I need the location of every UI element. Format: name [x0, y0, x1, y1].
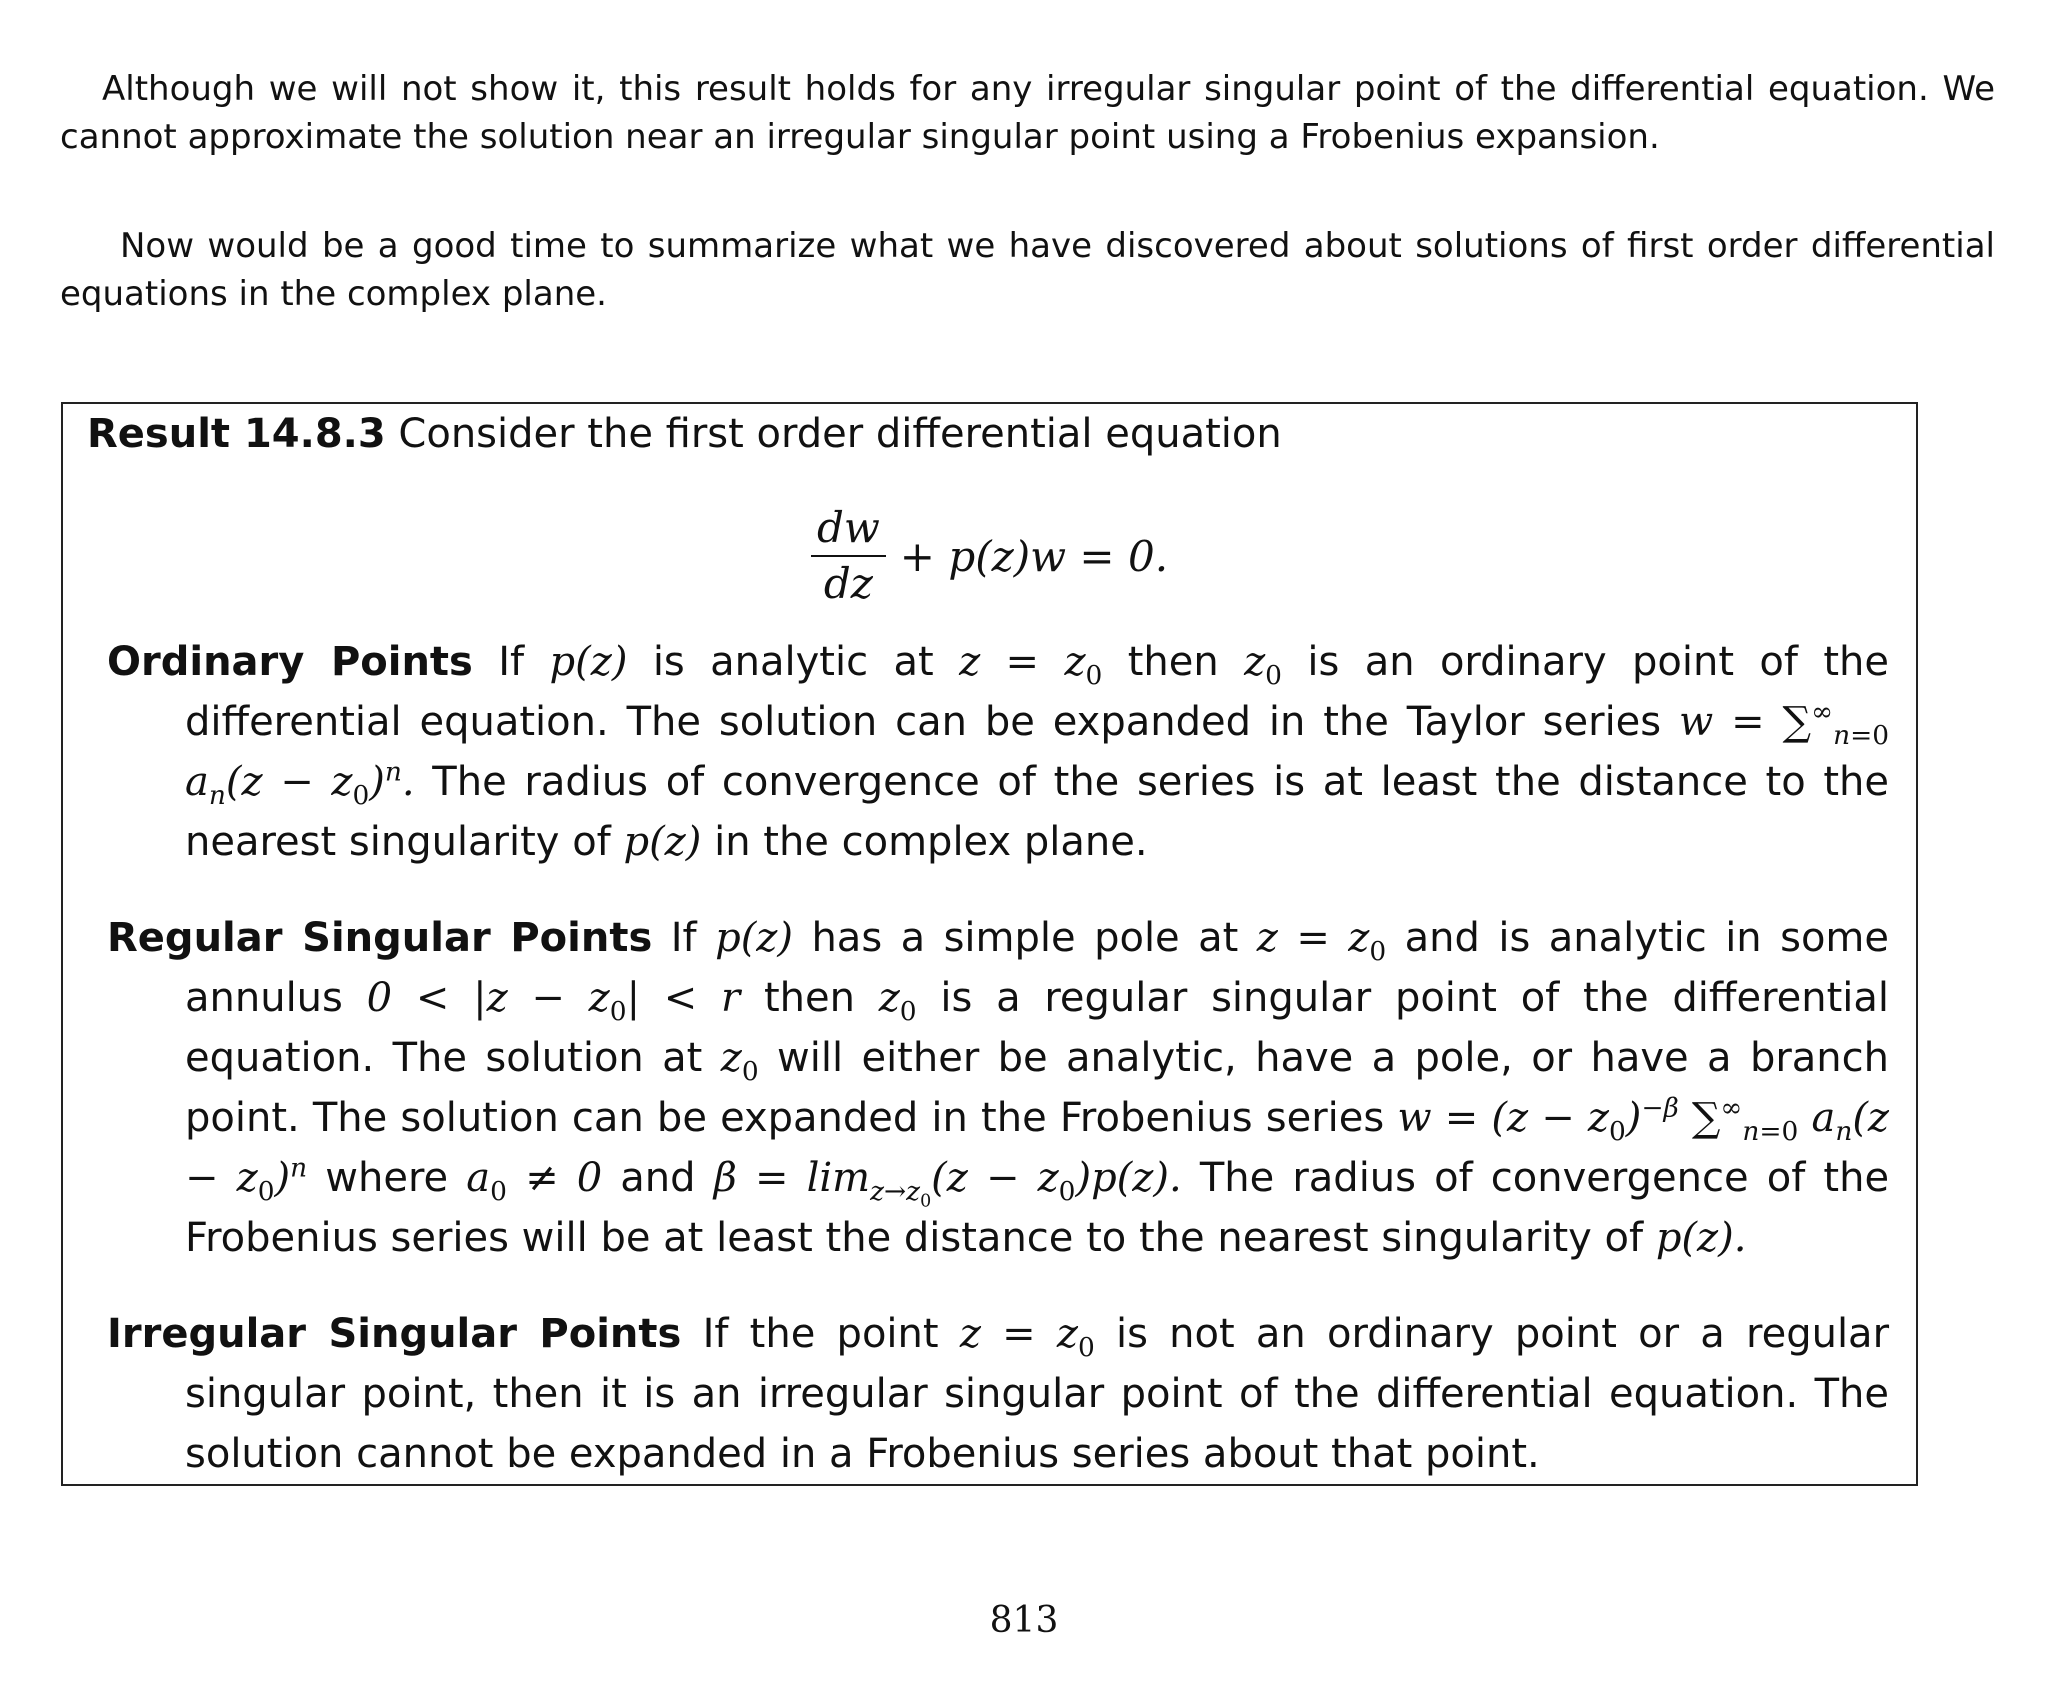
math-part: z: [720, 1035, 742, 1081]
derivative-fraction: [811, 501, 886, 611]
text: where: [325, 1155, 449, 1201]
irregular-singular-points-item: [107, 1304, 1889, 1484]
result-box: [61, 402, 1918, 1486]
text: then: [763, 975, 855, 1021]
text: If the point: [702, 1311, 939, 1357]
math: p(z): [549, 639, 628, 685]
text: and is analytic in some annulus: [185, 915, 1890, 1021]
text: will either be analytic, have a pole, or have a branch point. The solution can be expanded in the Frobenius series: [185, 1035, 1889, 1141]
text: is an ordinary point of the differential equation. The solution can be expanded in the Taylor series: [185, 639, 1890, 745]
equation-rest: + p(z)w = 0.: [899, 531, 1169, 581]
ordinary-points-item: [107, 632, 1889, 872]
math-part: w = (z − z: [1397, 1095, 1609, 1141]
math: p(z): [623, 819, 702, 865]
math-part: β = lim: [713, 1155, 871, 1201]
math-part: z = z: [959, 1311, 1078, 1357]
math-part: 0 < |z − z: [366, 975, 610, 1021]
text: The radius of convergence of the Frobenius series will be at least the distance to the nearest singularity of: [185, 1155, 1890, 1261]
math: $z = z_0$: [1256, 915, 1387, 967]
beta-limit: $\beta = \lim_{z\to z_0}(z - z_0)p(z)$.: [713, 1155, 1182, 1212]
regular-singular-points-term: Regular Singular Points: [107, 915, 653, 961]
math: $z = z_0$: [959, 1311, 1095, 1363]
math: p(z).: [1655, 1215, 1747, 1261]
ordinary-points-term: Ordinary Points: [107, 639, 473, 685]
fraction-numerator: dw: [816, 503, 880, 552]
math-part: ≠ 0: [525, 1155, 603, 1201]
math-part: ∑: [1691, 1095, 1721, 1141]
math-part: a: [185, 759, 209, 805]
text: is analytic at: [652, 639, 934, 685]
annulus: $0 < |z - z_0| < r$: [366, 975, 741, 1027]
math-part: a: [1811, 1095, 1836, 1141]
text: If: [498, 639, 525, 685]
text: then: [1127, 639, 1219, 685]
taylor-series: $w = \sum^\infty_{n=0}$ $a_n(z - z_0)^n$.: [185, 696, 1889, 811]
irregular-singular-points-term: Irregular Singular Points: [107, 1311, 682, 1357]
differential-equation: [63, 496, 1916, 616]
text: If: [670, 915, 697, 961]
math-part: z = z: [1256, 915, 1370, 961]
result-heading: [87, 406, 1282, 462]
text: The radius of convergence of the series is at least the distance to the nearest singularity of: [185, 759, 1890, 865]
paragraph-irregular-note: Although we will not show it, this result holds for any irregular singular point of the differential equation. We cannot approximate the solution near an irregular singular point using a Frobenius expansion.: [60, 69, 1995, 157]
math-part: )p(z).: [1075, 1155, 1182, 1201]
math: $z_0$: [720, 1035, 759, 1087]
text: has a simple pole at: [811, 915, 1239, 961]
math-part: a: [466, 1155, 491, 1201]
result-label: Result 14.8.3: [87, 411, 386, 457]
result-intro: Consider the first order differential equation: [398, 411, 1282, 457]
page-number: 813: [989, 1600, 1059, 1641]
math-part: z: [878, 975, 900, 1021]
math: p(z): [715, 915, 793, 961]
text: and: [620, 1155, 696, 1201]
math-part: (z − z: [931, 1155, 1059, 1201]
math-part: w = ∑: [1679, 699, 1812, 745]
math: $z_0$: [878, 975, 917, 1027]
regular-singular-points-item: [107, 908, 1889, 1268]
math-part: (z − z: [185, 1095, 1889, 1201]
paragraph-summary-intro: Now would be a good time to summarize what we have discovered about solutions of first order differential equations in the complex plane.: [60, 226, 1995, 314]
math-part: z: [1244, 639, 1266, 685]
text: in the complex plane.: [714, 819, 1148, 865]
math-part: (z − z: [225, 759, 353, 805]
math-part: | < r: [626, 975, 741, 1021]
math: $z_0$: [1244, 639, 1282, 691]
math-part: z = z: [959, 639, 1086, 685]
text: is not an ordinary point or a regular singular point, then it is an irregular singular point of the differential equation. The solution cannot be expanded in a Frobenius series about that point.: [185, 1311, 1890, 1477]
frobenius-series: $w = (z - z_0)^{-\beta}$ $\sum^\infty_{n=0}$ $a_n(z - z_0)^n$: [185, 1092, 1889, 1207]
text: is a regular singular point of the differential equation. The solution at: [185, 975, 1890, 1081]
math: $z = z_0$: [959, 639, 1103, 691]
fraction-denominator: dz: [823, 559, 873, 608]
math: $a_0 \ne 0$: [466, 1155, 603, 1207]
